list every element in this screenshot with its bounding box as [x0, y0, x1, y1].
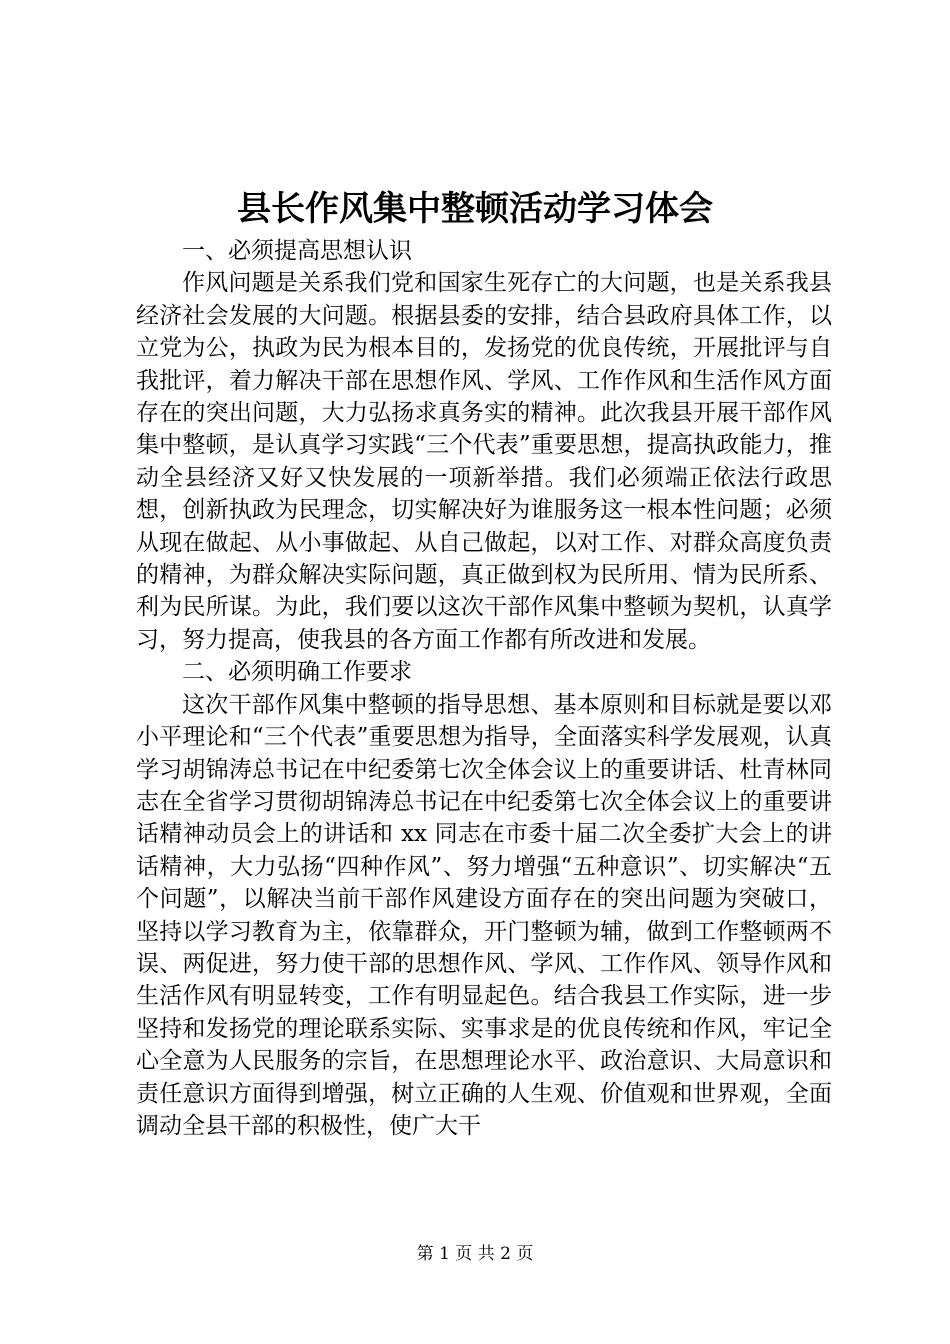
section-1-paragraph: 作风问题是关系我们党和国家生死存亡的大问题，也是关系我县经济社会发展的大问题。根据县委的安排，结合县政府具体工作，以立党为公，执政为民为根本目的，发扬党的优良传统，开展批评与自我批评，着力解决干部在思想作风、学风、工作作风和生活作风方面存在的突出问题，大力弘扬求真务实的精神。此次我县开展干部作风集中整顿，是认真学习实践“三个代表”重要思想，提高执政能力，推动全县经济又好又快发展的一项新举措。我们必须端正依法行政思想，创新执政为民理念，切实解决好为谁服务这一根本性问题；必须从现在做起、从小事做起、从自己做起，以对工作、对群众高度负责的精神，为群众解决实际问题，真正做到权为民所用、情为民所系、利为民所谋。为此，我们要以这次干部作风集中整顿为契机，认真学习，努力提高，使我县的各方面工作都有所改进和发展。	[136, 270, 832, 653]
section-2-heading: 二、必须明确工作要求	[182, 659, 412, 686]
document-body	[136, 235, 832, 1142]
document-title: 县长作风集中整顿活动学习体会	[237, 189, 713, 229]
page-footer: 第 1 页 共 2 页	[416, 1244, 534, 1264]
section-1-heading: 一、必须提高思想认识	[182, 238, 412, 264]
section-2-paragraph: 这次干部作风集中整顿的指导思想、基本原则和目标就是要以邓小平理论和“三个代表”重要思想为指导，全面落实科学发展观，认真学习胡锦涛总书记在中纪委第七次全体会议上的重要讲话、杜青林同志在全省学习贯彻胡锦涛总书记在中纪委第七次全体会议上的重要讲话精神动员会上的讲话和 xx 同志在市委十届二次全委扩大会上的讲话精神，大力弘扬“四种作风”、努力增强“五种意识”、切实解决“五个问题”，以解决当前干部作风建设方面存在的突出问题为突破口，坚持以学习教育为主，依靠群众，开门整顿为辅，做到工作整顿两不误、两促进，努力使干部的思想作风、学风、工作作风、领导作风和生活作风有明显转变，工作有明显起色。结合我县工作实际，进一步坚持和发扬党的理论联系实际、实事求是的优良传统和作风，牢记全心全意为人民服务的宗旨，在思想理论水平、政治意识、大局意识和责任意识方面得到增强，树立正确的人生观、价值观和世界观，全面调动全县干部的积极性，使广大干	[136, 691, 832, 1139]
